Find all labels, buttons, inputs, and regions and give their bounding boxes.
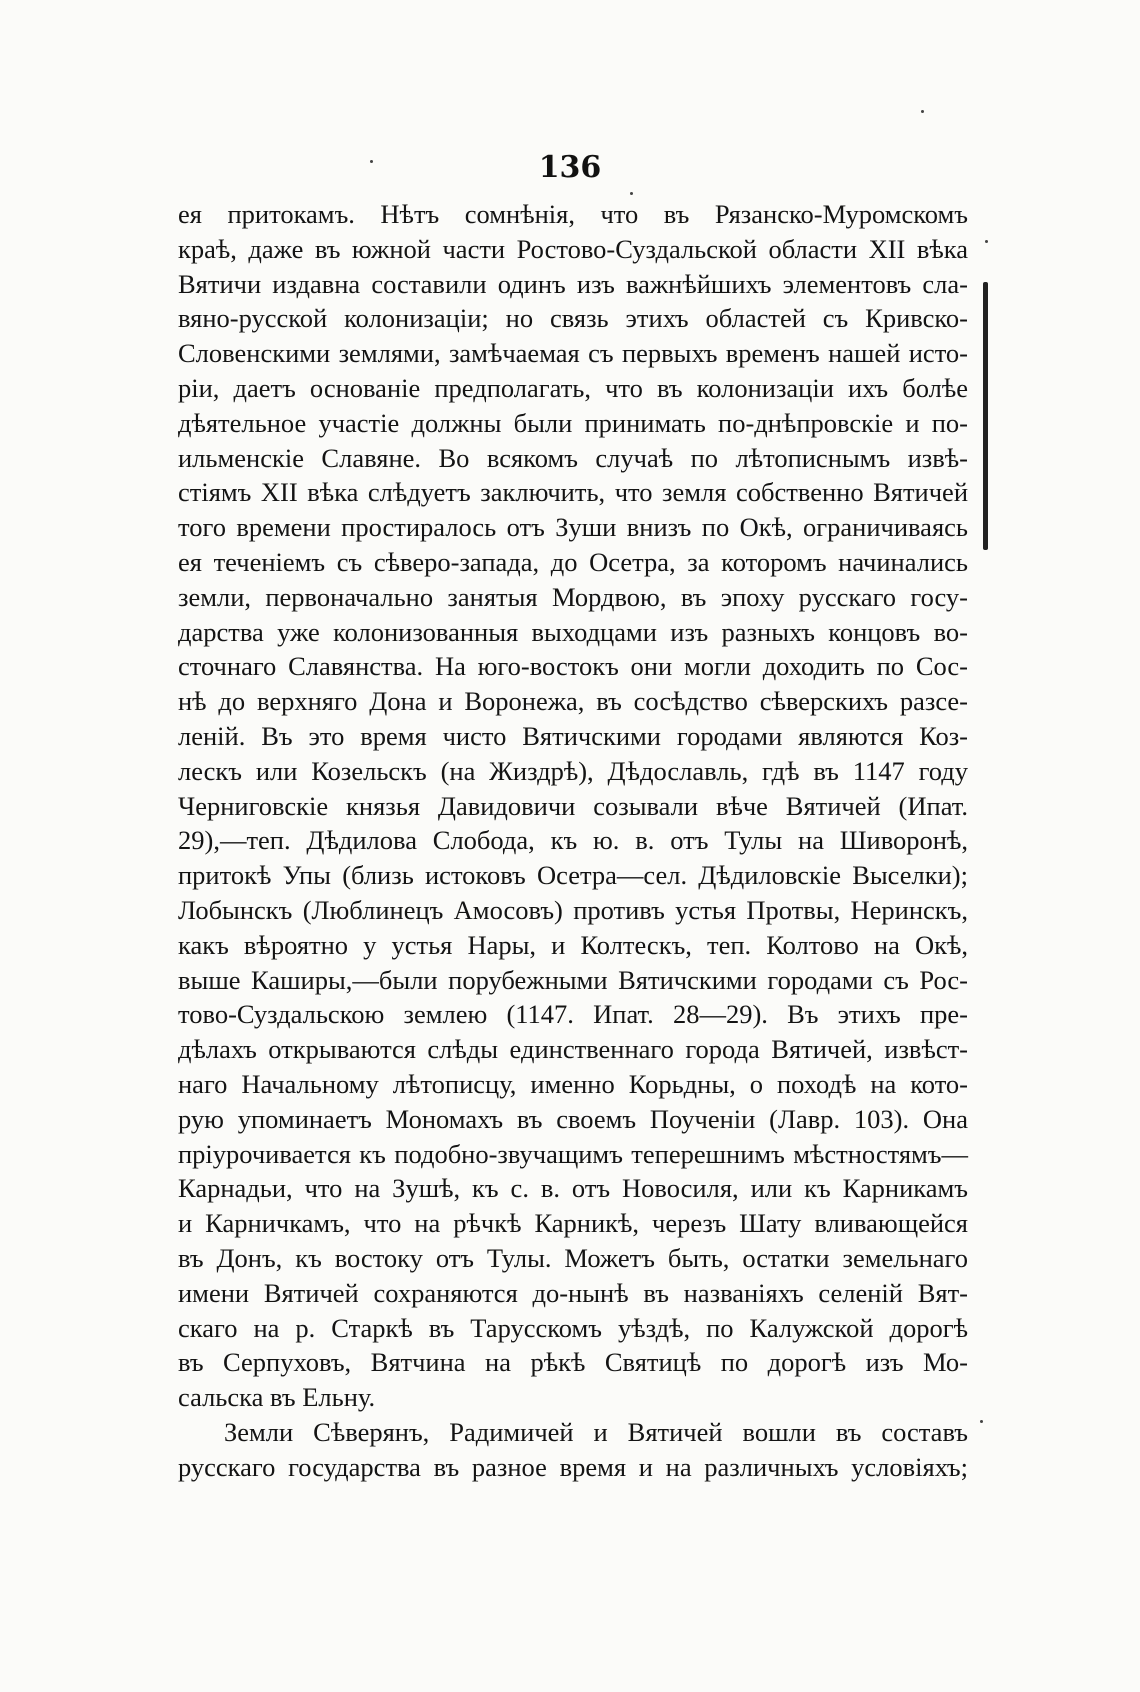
body-text [178, 197, 968, 1484]
text-line: въ Серпуховъ, Вятчина на рѣкѣ Святицѣ по дорогѣ изъ Мо- [178, 1347, 968, 1378]
text-line: наго Начальному лѣтописцу, именно Корьдны, о походѣ на кото- [178, 1068, 968, 1099]
text-line: 29),—теп. Дѣдилова Слобода, къ ю. в. отъ Тулы на Шиворонѣ, [178, 825, 968, 856]
text-line: лескъ или Козельскъ (на Жиздрѣ), Дѣдославль, гдѣ въ 1147 году [178, 755, 968, 786]
paragraph-first-line: Земли Сѣверянъ, Радимичей и Вятичей вошли въ составъ [224, 1416, 968, 1447]
text-line: ея теченіемъ съ сѣверо-запада, до Осетра, за которомъ начинались [178, 546, 968, 577]
text-line: Лобынскъ (Люблинецъ Амосовъ) противъ устья Протвы, Неринскъ, [178, 894, 968, 925]
text-line: скаго на р. Старкѣ въ Тарусскомъ уѣздѣ, по Калужской дорогѣ [178, 1312, 968, 1343]
text-line: дѣятельное участіе должны были принимать по-днѣпровскіе и по- [178, 407, 968, 438]
text-line: вяно-русской колонизаціи; но связь этихъ областей съ Кривско- [178, 303, 968, 334]
text-line: притокѣ Упы (близь истоковъ Осетра—сел. Дѣдиловскіе Выселки); [178, 860, 968, 891]
text-line: въ Донъ, къ востоку отъ Тулы. Можетъ быть, остатки земельнаго [178, 1242, 968, 1273]
scan-speck [985, 240, 988, 243]
text-line: ильменскіе Славяне. Во всякомъ случаѣ по лѣтописнымъ извѣ- [178, 442, 968, 473]
text-line: стіямъ XII вѣка слѣдуетъ заключить, что земля собственно Вятичей [178, 477, 968, 508]
text-line: дарства уже колонизованныя выходцами изъ разныхъ концовъ во- [178, 616, 968, 647]
text-line: Вятичи издавна составили одинъ изъ важнѣйшихъ элементовъ сла- [178, 268, 968, 299]
text-line: пріурочивается къ подобно-звучащимъ теперешнимъ мѣстностямъ— [178, 1138, 968, 1169]
scan-speck [980, 1420, 983, 1423]
text-line: и Карничкамъ, что на рѣчкѣ Карникѣ, черезъ Шату вливающейся [178, 1208, 968, 1239]
text-line: выше Каширы,—были порубежными Вятичскими городами съ Рос- [178, 964, 968, 995]
text-line: тово-Суздальскою землею (1147. Ипат. 28—29). Въ этихъ пре- [178, 999, 968, 1030]
text-line: краѣ, даже въ южной части Ростово-Суздальской области XII вѣка [178, 233, 968, 264]
text-line: Черниговскіе князья Давидовичи созывали вѣче Вятичей (Ипат. [178, 790, 968, 821]
text-line: ріи, даетъ основаніе предполагать, что въ колонизаціи ихъ болѣе [178, 372, 968, 403]
text-line: дѣлахъ открываются слѣды единственнаго города Вятичей, извѣст- [178, 1034, 968, 1065]
text-line: того времени простиралось отъ Зуши внизъ по Окѣ, ограничиваясь [178, 512, 968, 543]
scan-speck [630, 192, 633, 195]
text-line: земли, первоначально занятыя Мордвою, въ эпоху русскаго госу- [178, 581, 968, 612]
margin-scan-bar [983, 282, 988, 550]
scan-speck [370, 160, 373, 163]
text-line: сальска въ Ельну. [178, 1382, 376, 1413]
text-line: рую упоминаетъ Мономахъ въ своемъ Поученіи (Лавр. 103). Она [178, 1103, 968, 1134]
text-line: какъ вѣроятно у устья Нары, и Колтескъ, теп. Колтово на Окѣ, [178, 929, 968, 960]
text-line: Словенскими землями, замѣчаемая съ первыхъ временъ нашей исто- [178, 338, 968, 369]
text-line: Карнадьи, что на Зушѣ, къ с. в. отъ Новосиля, или къ Карникамъ [178, 1173, 968, 1204]
text-line: имени Вятичей сохраняются до-нынѣ въ названіяхъ селеній Вят- [178, 1277, 968, 1308]
text-line: сточнаго Славянства. На юго-востокъ они могли доходить по Сос- [178, 651, 968, 682]
text-line: нѣ до верхняго Дона и Воронежа, въ сосѣдство сѣверскихъ разсе- [178, 686, 968, 717]
scan-speck [921, 110, 924, 113]
text-line: русскаго государства въ разное время и на различныхъ условіяхъ; [178, 1451, 968, 1482]
text-line: леній. Въ это время чисто Вятичскими городами являются Коз- [178, 720, 968, 751]
text-line: ея притокамъ. Нѣтъ сомнѣнія, что въ Рязанско-Муромскомъ [178, 199, 968, 229]
page-number: 136 [538, 150, 602, 185]
